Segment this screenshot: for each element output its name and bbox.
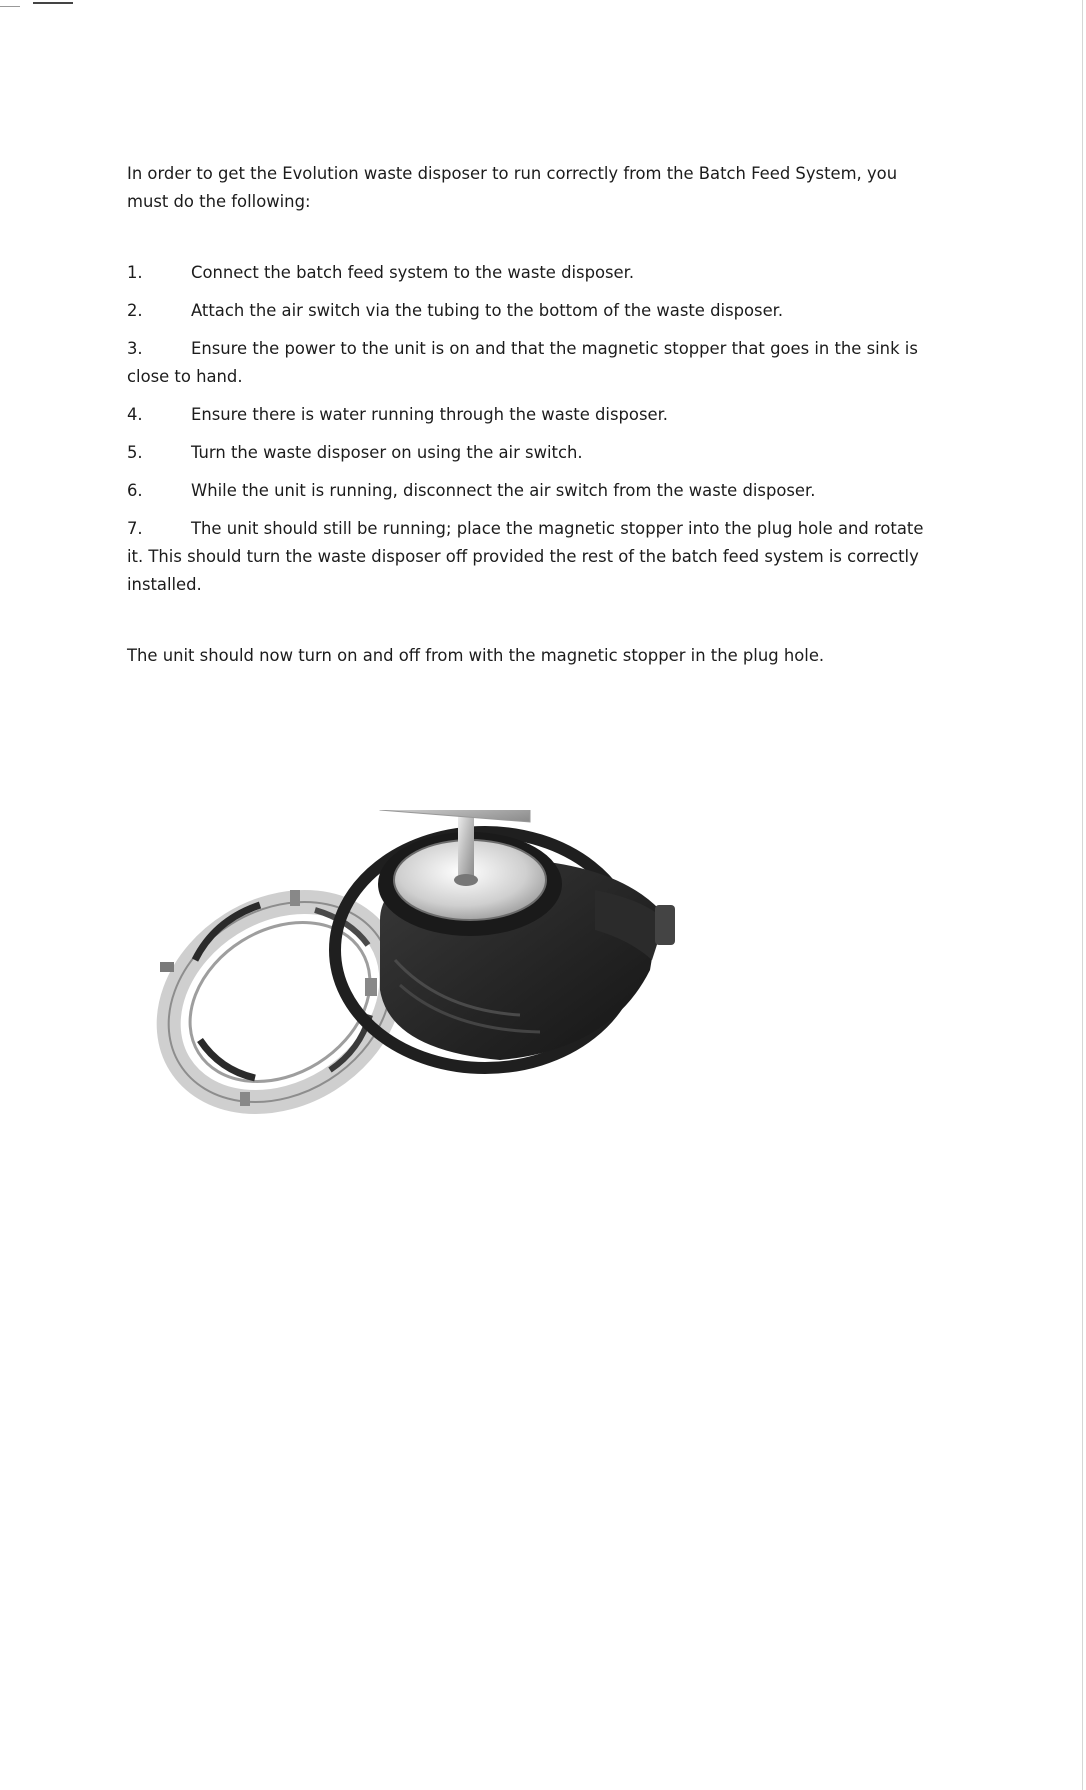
steps-list [127,259,927,599]
step-item [127,335,927,391]
step-text: Attach the air switch via the tubing to the bottom of the waste disposer. [191,301,784,320]
step-item [127,401,927,429]
step-text: Ensure there is water running through the waste disposer. [191,405,669,424]
step-item [127,477,927,505]
step-number: 6. [127,481,143,500]
instruction-document [127,160,927,670]
step-item [127,439,927,467]
step-text: While the unit is running, disconnect the air switch from the waste disposer. [191,481,816,500]
scan-artifact-line [0,6,20,7]
closing-paragraph: The unit should now turn on and off from with the magnetic stopper in the plug hole. [127,646,825,665]
step-item [127,515,927,599]
step-text: Ensure the power to the unit is on and that the magnetic stopper that goes in the sink is close to hand. [127,339,918,386]
step-text: The unit should still be running; place the magnetic stopper into the plug hole and rotate it. This should turn the waste disposer off provided the rest of the batch feed system is correctly installed. [127,519,924,594]
step-text: Turn the waste disposer on using the air switch. [191,443,583,462]
magnetic-stopper [378,810,562,936]
step-number: 4. [127,405,143,424]
step-number: 1. [127,263,143,282]
step-text: Connect the batch feed system to the waste disposer. [191,263,635,282]
scan-artifact-line [33,2,73,4]
step-number: 2. [127,301,143,320]
step-number: 7. [127,519,143,538]
scan-artifact-edge [1082,0,1083,1790]
product-photo [140,810,760,1260]
step-item [127,259,927,287]
step-item [127,297,927,325]
intro-paragraph: In order to get the Evolution waste disposer to run correctly from the Batch Feed System, you must do the following: [127,164,898,211]
step-number: 5. [127,443,143,462]
step-number: 3. [127,339,143,358]
